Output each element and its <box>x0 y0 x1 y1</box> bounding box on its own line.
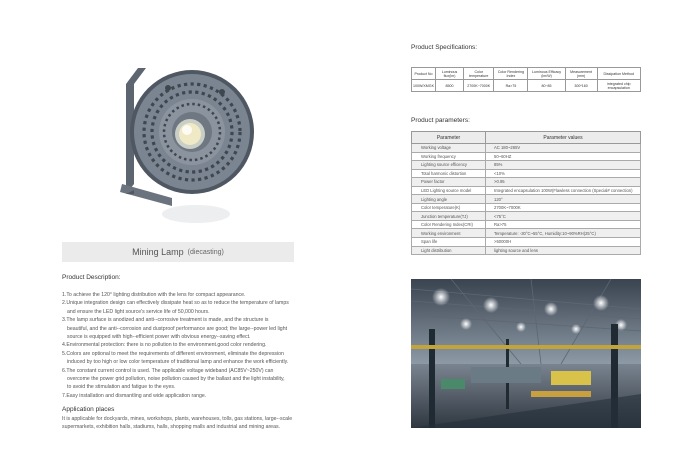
table-row <box>412 246 641 255</box>
spec-header-row <box>412 68 641 80</box>
spec-value-cell: 100W/XMGK <box>412 80 436 92</box>
param-name-cell: Working voltage <box>412 144 486 153</box>
param-name-cell: Color temperature(K) <box>412 203 486 212</box>
param-value-cell: Ra>75 <box>486 220 641 229</box>
product-subtitle: (diecasting) <box>187 248 224 256</box>
table-row <box>412 169 641 178</box>
description-line: 1.To achieve the 120° lighting distribution with the lens for compact appearance. <box>62 292 246 298</box>
table-row <box>412 203 641 212</box>
param-value-cell: 50~60HZ <box>486 152 641 161</box>
table-row <box>412 152 641 161</box>
description-line: 2.Unique integration design can effectively dissipate heat so as to reduce the temperature of lamps <box>62 300 289 307</box>
parameters-table <box>411 131 641 255</box>
param-value-cell: lighting source and lens <box>486 246 641 255</box>
description-heading: Product Description: <box>62 274 121 281</box>
spec-header-cell: Color temperature <box>464 68 494 80</box>
description-line: to avoid the stimulation and fatigue to the eyes. <box>67 384 176 391</box>
param-name-cell: Lighting angle <box>412 195 486 204</box>
description-line: overcome the power grid pollution, noise pollution caused by the ballast and the light instability, <box>67 376 285 383</box>
param-name-cell: Lighting source efficency <box>412 161 486 170</box>
product-caption-bar <box>62 242 294 262</box>
param-name-cell: Span life <box>412 238 486 247</box>
description-line: 5.Colors are optional to meet the requirements of different environment, eliminate the depression <box>62 350 284 357</box>
table-row <box>412 238 641 247</box>
param-name-cell: Light distribution <box>412 246 486 255</box>
spec-value-cell: 8500 <box>435 80 463 92</box>
specifications-heading: Product Specifications: <box>411 44 478 51</box>
factory-application-photo <box>411 279 641 428</box>
table-row <box>412 144 641 153</box>
spec-header-cell: Luminous flux(lm) <box>435 68 463 80</box>
parameters-heading: Product parameters: <box>411 117 470 124</box>
param-value-cell: >50000H <box>486 238 641 247</box>
table-row <box>412 220 641 229</box>
param-name-cell: Total harmonic distortion <box>412 169 486 178</box>
spec-header-cell: Color Rendering Index <box>494 68 528 80</box>
param-header-parameter: Parameter <box>412 132 486 144</box>
table-row <box>412 178 641 187</box>
spec-value-cell: 80~85 <box>528 80 565 92</box>
product-title: Mining Lamp <box>132 247 184 257</box>
param-value-cell: <75°C <box>486 212 641 221</box>
param-name-cell: Color Rendering Index(CRI) <box>412 220 486 229</box>
spec-value-cell: 300*160 <box>565 80 597 92</box>
table-row <box>412 195 641 204</box>
spec-value-cell: 2700K~7000K <box>464 80 494 92</box>
spec-header-cell: Product No <box>412 68 436 80</box>
product-description <box>62 291 302 400</box>
spec-value-cell: integrated chip encapsulation <box>597 80 640 92</box>
param-value-cell: 85% <box>486 161 641 170</box>
description-line: 6.The constant current control is used. The applicable voltage wideband (AC85V~250V) can <box>62 367 274 374</box>
param-value-cell: 120° <box>486 195 641 204</box>
table-row <box>412 161 641 170</box>
spec-value-cell: Ra>75 <box>494 80 528 92</box>
description-line: beautiful, and the anti--corrosion and dustproof performance are good; the large--power led light <box>67 325 288 332</box>
param-value-cell: Integrated encapsulation 100W(Flawless connection (Special# connection) <box>486 186 641 195</box>
param-name-cell: LED Lighting source model <box>412 186 486 195</box>
mining-lamp-image <box>112 44 254 234</box>
application-heading: Application places <box>62 406 115 413</box>
param-header-values: Parameter values <box>486 132 641 144</box>
param-value-cell: <10% <box>486 169 641 178</box>
spec-header-cell: Luminous Efficacy (lm/W) <box>528 68 565 80</box>
description-line: induced by too high or low color temperature of traditional lamp and enhance the work efficiently. <box>67 359 289 366</box>
description-line: 7.Easy installation and dismantling and wide application range. <box>62 392 207 399</box>
param-value-cell: Temperature: -30°C~55°C, Humidity:10~90%RH(25°C) <box>486 229 641 238</box>
param-value-cell: >0.95 <box>486 178 641 187</box>
table-row <box>412 229 641 238</box>
param-name-cell: Working frequency <box>412 152 486 161</box>
spec-header-cell: Dissipation Method <box>597 68 640 80</box>
param-name-cell: Power factor <box>412 178 486 187</box>
spec-header-cell: Measurement (mm) <box>565 68 597 80</box>
description-line: 3.The lamp surface is anodized and anti--corrosive treatment is made, and the structure is <box>62 317 269 324</box>
description-line: 4.Environmental protection: there is no pollution to the environment.good color rendering. <box>62 342 267 349</box>
description-line: and ensure the LED light source's service life of 50,000 hours. <box>67 308 210 315</box>
param-value-cell: 2700K~7000K <box>486 203 641 212</box>
param-header-row <box>412 132 641 144</box>
description-line: source is equipped with high--efficient power with obvious energy--saving effect. <box>67 334 251 341</box>
specifications-table <box>411 67 641 92</box>
spec-data-row <box>412 80 641 92</box>
table-row <box>412 212 641 221</box>
param-name-cell: Junction temperature(TJ) <box>412 212 486 221</box>
param-name-cell: Working environment <box>412 229 486 238</box>
param-value-cell: AC 180~265V <box>486 144 641 153</box>
application-text: It is applicable for dockyards, mines, workshops, plants, warehouses, tolls, gas stations, large--scale supermarkets, exhibition halls, stadiums, halls, shopping malls and industrial and mining areas. <box>62 416 293 431</box>
table-row <box>412 186 641 195</box>
